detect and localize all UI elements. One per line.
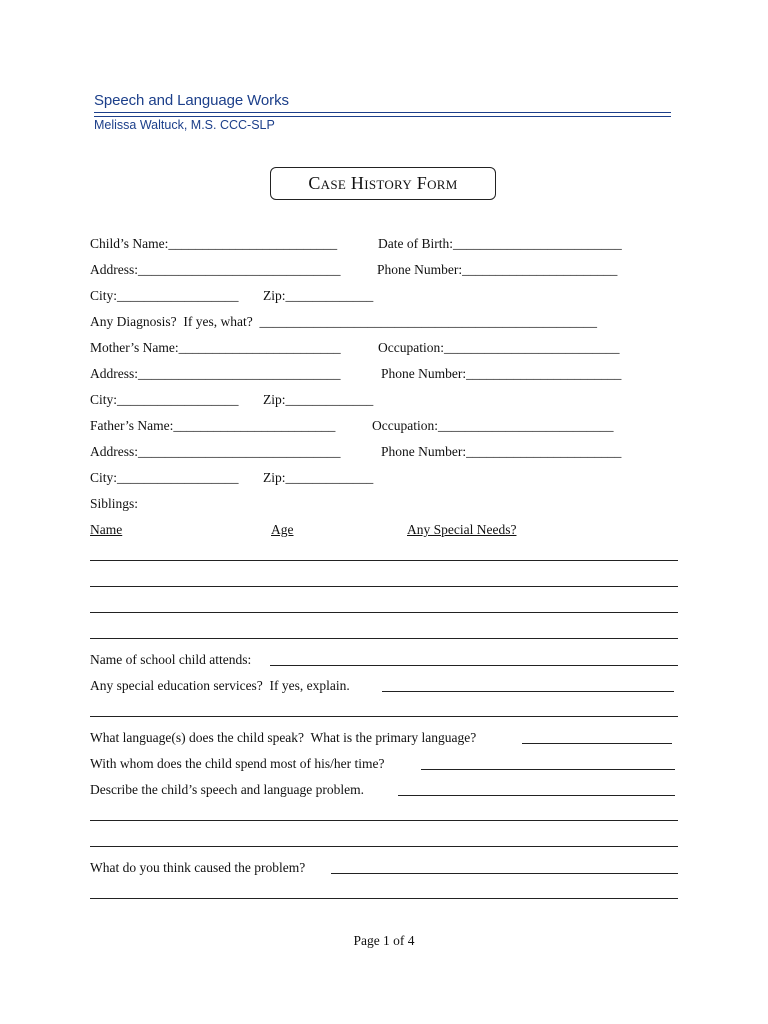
father-city-field[interactable]: City:__________________	[90, 470, 239, 485]
child-zip-field[interactable]: Zip:_____________	[263, 288, 374, 303]
form-title: Case History Form	[308, 173, 458, 193]
spend-time-field[interactable]	[421, 769, 675, 770]
languages-field[interactable]	[522, 743, 672, 744]
describe-problem-field-continued[interactable]	[90, 820, 678, 821]
child-city-field[interactable]: City:__________________	[90, 288, 239, 303]
childs-name-field[interactable]: Child’s Name:_________________________	[90, 236, 338, 251]
spend-time-label: With whom does the child spend most of his/her time?	[90, 756, 385, 771]
father-occupation-field[interactable]: Occupation:__________________________	[372, 418, 614, 433]
child-address-field[interactable]: Address:______________________________	[90, 262, 341, 277]
child-phone-field[interactable]: Phone Number:_______________________	[377, 262, 618, 277]
siblings-col-name: Name	[90, 522, 123, 537]
caused-problem-field[interactable]	[331, 873, 678, 874]
school-field[interactable]	[270, 665, 678, 666]
date-of-birth-field[interactable]: Date of Birth:_________________________	[378, 236, 622, 251]
letterhead-org: Speech and Language Works	[94, 92, 289, 109]
fathers-name-field[interactable]: Father’s Name:________________________	[90, 418, 336, 433]
father-zip-field[interactable]: Zip:_____________	[263, 470, 374, 485]
describe-problem-field[interactable]	[398, 795, 675, 796]
mother-address-field[interactable]: Address:______________________________	[90, 366, 341, 381]
mother-phone-field[interactable]: Phone Number:_______________________	[381, 366, 622, 381]
father-phone-field[interactable]: Phone Number:_______________________	[381, 444, 622, 459]
page-number: Page 1 of 4	[353, 933, 415, 948]
mother-occupation-field[interactable]: Occupation:__________________________	[378, 340, 620, 355]
caused-problem-field-continued[interactable]	[90, 898, 678, 899]
school-label: Name of school child attends:	[90, 652, 252, 667]
sibling-entry-line[interactable]	[90, 638, 678, 639]
sibling-entry-line[interactable]	[90, 560, 678, 561]
describe-problem-field-continued[interactable]	[90, 846, 678, 847]
diagnosis-field[interactable]: Any Diagnosis? If yes, what? __________________________________________________	[90, 314, 597, 329]
special-ed-field-continued[interactable]	[90, 716, 678, 717]
form-title-box	[270, 167, 496, 200]
siblings-col-special-needs: Any Special Needs?	[407, 522, 517, 537]
letterhead-rule	[94, 116, 671, 117]
special-ed-field[interactable]	[382, 691, 674, 692]
siblings-label: Siblings:	[90, 496, 139, 511]
languages-label: What language(s) does the child speak? What is the primary language?	[90, 730, 477, 745]
mother-zip-field[interactable]: Zip:_____________	[263, 392, 374, 407]
father-address-field[interactable]: Address:______________________________	[90, 444, 341, 459]
sibling-entry-line[interactable]	[90, 612, 678, 613]
mothers-name-field[interactable]: Mother’s Name:________________________	[90, 340, 341, 355]
siblings-col-age: Age	[271, 522, 294, 537]
letterhead-rule	[94, 112, 671, 113]
special-ed-label: Any special education services? If yes, explain.	[90, 678, 350, 693]
letterhead-clinician: Melissa Waltuck, M.S. CCC-SLP	[94, 118, 275, 132]
sibling-entry-line[interactable]	[90, 586, 678, 587]
mother-city-field[interactable]: City:__________________	[90, 392, 239, 407]
caused-problem-label: What do you think caused the problem?	[90, 860, 306, 875]
describe-problem-label: Describe the child’s speech and language problem.	[90, 782, 365, 797]
